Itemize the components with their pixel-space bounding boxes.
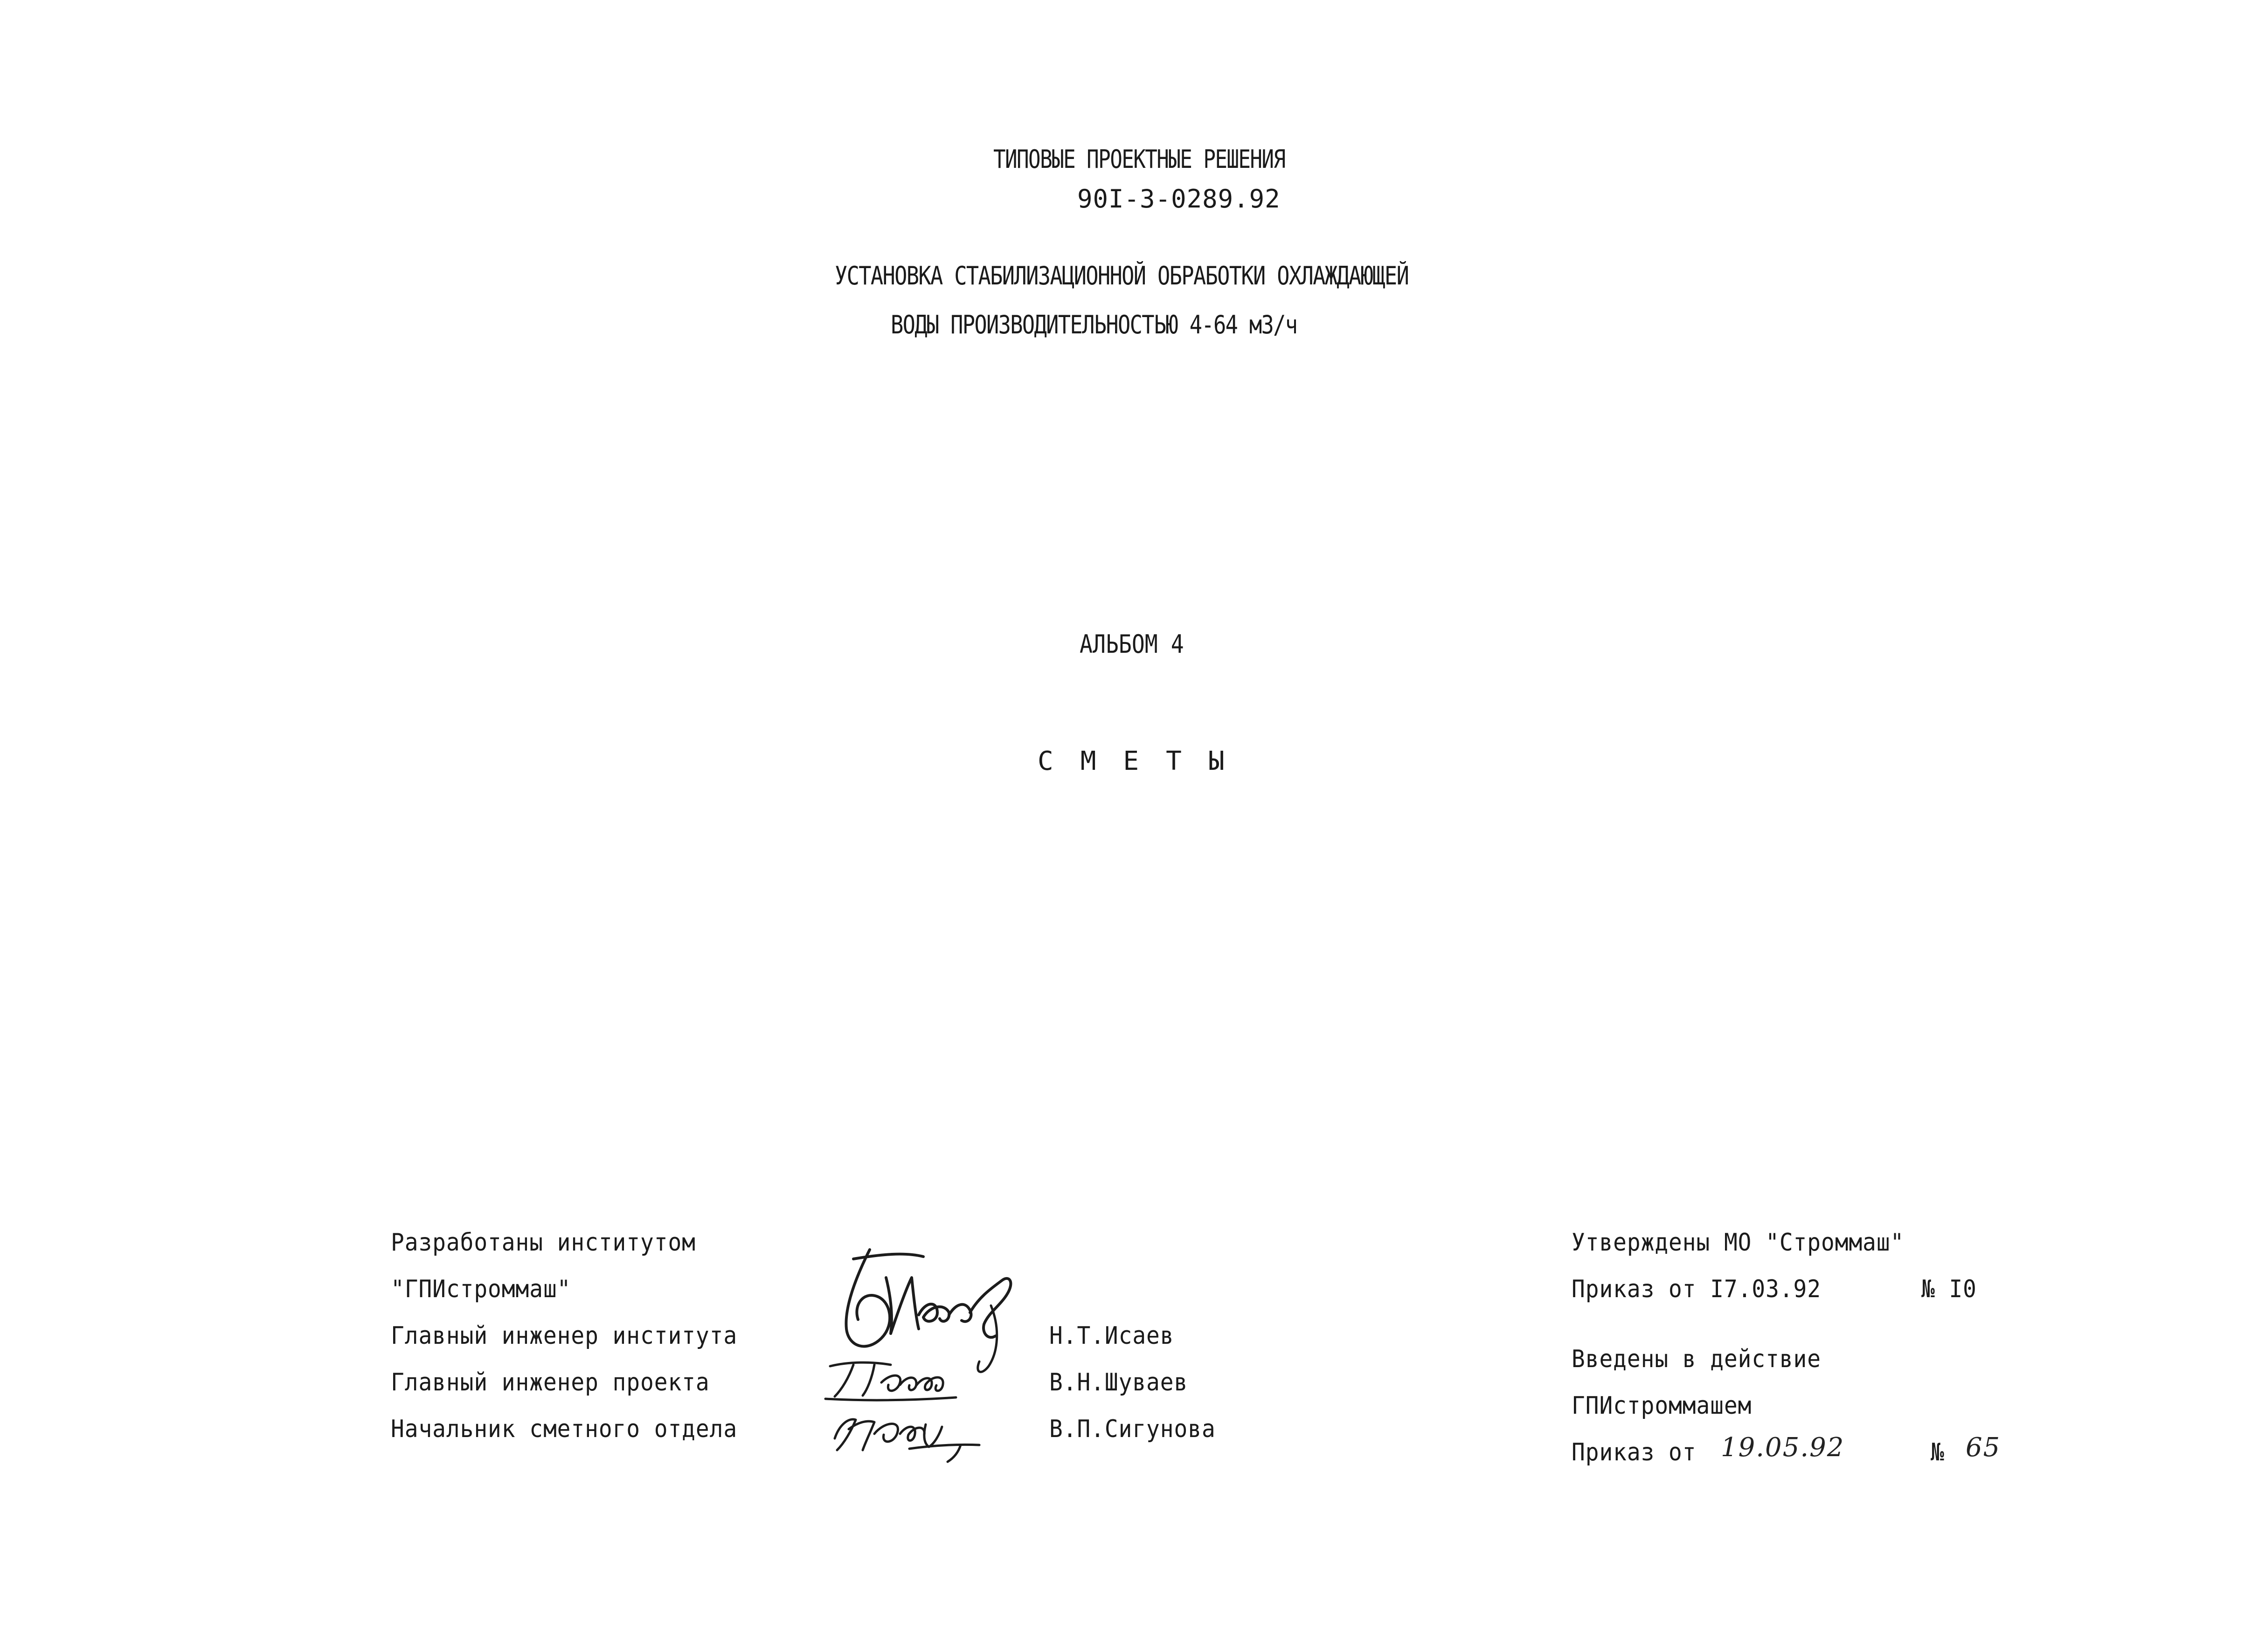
signature-shuvaev bbox=[821, 1355, 1017, 1406]
enacted-line-2: ГПИстроммашем bbox=[1572, 1392, 1752, 1420]
role-head-estimates-department: Начальник сметного отдела bbox=[391, 1415, 738, 1443]
developer-line-2: "ГПИстроммаш" bbox=[391, 1275, 571, 1303]
enacted-line-1: Введены в действие bbox=[1572, 1345, 1822, 1373]
order-2-label: Приказ от bbox=[1572, 1438, 1697, 1466]
series-title: ТИПОВЫЕ ПРОЕКТНЫЕ РЕШЕНИЯ bbox=[993, 145, 1285, 174]
order-1-label: Приказ от I7.03.92 bbox=[1572, 1275, 1822, 1303]
developer-line-1: Разработаны институтом bbox=[391, 1229, 696, 1257]
order-2-number-prefix: № bbox=[1931, 1438, 1945, 1466]
approved-by: Утверждены МО "Строммаш" bbox=[1572, 1229, 1905, 1257]
subject-line-1: УСТАНОВКА СТАБИЛИЗАЦИОННОЙ ОБРАБОТКИ ОХЛАЖДАЮЩЕЙ bbox=[835, 261, 1409, 290]
order-2-date-handwritten: 19.05.92 bbox=[1721, 1432, 1845, 1463]
subject-line-2: ВОДЫ ПРОИЗВОДИТЕЛЬНОСТЬЮ 4-64 м3/ч bbox=[891, 310, 1297, 339]
name-chief-engineer-institute: Н.Т.Исаев bbox=[1049, 1322, 1174, 1350]
role-chief-engineer-project: Главный инженер проекта bbox=[391, 1369, 710, 1396]
album-label: АЛЬБОМ 4 bbox=[1080, 629, 1184, 659]
name-head-estimates-department: В.П.Сигунова bbox=[1049, 1415, 1216, 1443]
role-chief-engineer-institute: Главный инженер института bbox=[391, 1322, 738, 1350]
album-content: СМЕТЫ bbox=[1038, 746, 1252, 776]
name-chief-engineer-project: В.Н.Шуваев bbox=[1049, 1369, 1188, 1396]
order-2-number-handwritten: 65 bbox=[1966, 1432, 2001, 1463]
signature-sigunova bbox=[825, 1406, 993, 1466]
project-code: 90I-3-0289.92 bbox=[1077, 184, 1281, 214]
order-1-number: № I0 bbox=[1921, 1275, 1977, 1303]
